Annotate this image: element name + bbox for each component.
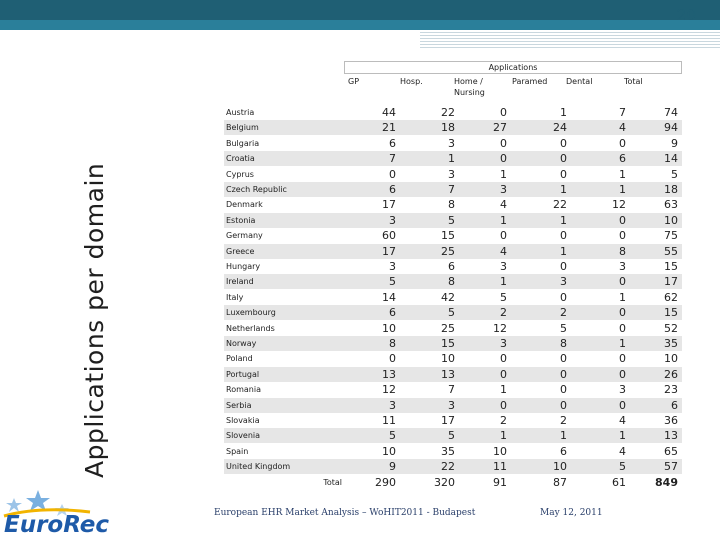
table-cell: 1	[619, 167, 626, 181]
header-stripes	[420, 30, 720, 48]
table-cell: 0	[619, 136, 626, 150]
top-bar	[0, 0, 720, 20]
table-cell: 0	[619, 213, 626, 227]
country-label: Serbia	[226, 400, 252, 410]
table-cell: 6	[560, 444, 567, 458]
applications-header: Applications	[344, 61, 682, 74]
table-cell: 44	[382, 106, 396, 119]
table-cell: 9	[671, 136, 678, 150]
table-cell: 1	[500, 429, 507, 443]
table-cell: 22	[441, 106, 455, 119]
table-cell: 4	[500, 198, 507, 212]
country-label: Austria	[226, 108, 255, 117]
table-cell: 27	[493, 121, 507, 135]
country-label: Hungary	[226, 262, 261, 271]
table-cell: 18	[664, 183, 678, 196]
table-cell: 0	[560, 367, 567, 381]
table-cell: 15	[664, 260, 678, 273]
table-cell: 65	[664, 444, 678, 458]
table-cell: 0	[560, 398, 567, 412]
table-cell: 6	[389, 306, 396, 320]
table-cell: 1	[500, 213, 507, 227]
table-cell: 4	[619, 414, 626, 427]
top-bar-accent	[0, 20, 720, 30]
total-label: Total	[323, 477, 342, 487]
country-label: Belgium	[226, 123, 259, 133]
table-cell: 6	[619, 152, 626, 166]
table-cell: 7	[389, 152, 396, 166]
table-cell: 9	[389, 460, 396, 474]
country-label: United Kingdom	[226, 462, 291, 472]
table-cell: 5	[448, 429, 455, 443]
table-cell: 23	[664, 383, 678, 397]
table-cell: 3	[448, 398, 455, 412]
country-label: Luxembourg	[226, 308, 276, 318]
country-label: Slovenia	[226, 431, 261, 441]
table-cell: 74	[664, 106, 678, 119]
table-cell: 3	[619, 260, 626, 273]
table-cell: 18	[441, 121, 455, 135]
table-cell: 3	[448, 136, 455, 150]
table-cell: 1	[560, 183, 567, 196]
table-cell: 1	[560, 106, 567, 119]
country-label: Spain	[226, 446, 249, 456]
table-cell: 24	[553, 121, 567, 135]
country-label: Ireland	[226, 277, 254, 287]
table-cell: 0	[500, 106, 507, 119]
table-cell: 5	[619, 460, 626, 474]
table-cell: 4	[619, 121, 626, 135]
country-label: Denmark	[226, 200, 263, 210]
column-header: Paramed	[512, 77, 548, 86]
table-cell: 3	[560, 275, 567, 289]
table-cell: 63	[664, 198, 678, 212]
table-cell: 0	[500, 398, 507, 412]
country-label: Bulgaria	[226, 138, 260, 148]
table-cell: 10	[441, 352, 455, 366]
table-cell: 57	[664, 460, 678, 474]
country-label: Netherlands	[226, 323, 275, 333]
table-cell: 4	[500, 244, 507, 258]
table-cell: 6	[448, 260, 455, 273]
table-cell: 1	[500, 167, 507, 181]
table-cell: 5	[389, 429, 396, 443]
country-label: Romania	[226, 385, 261, 395]
table-cell: 0	[560, 136, 567, 150]
country-label: Estonia	[226, 215, 256, 225]
table-cell: 10	[664, 213, 678, 227]
table-cell: 3	[500, 183, 507, 196]
table-cell: 1	[560, 429, 567, 443]
country-label: Portugal	[226, 369, 260, 379]
table-cell: 8	[619, 244, 626, 258]
table-cell: 8	[448, 198, 455, 212]
column-header: Hosp.	[400, 77, 423, 86]
table-cell: 15	[664, 306, 678, 320]
table-cell: 1	[500, 383, 507, 397]
table-cell: 3	[500, 260, 507, 273]
table-cell: 1	[619, 290, 626, 304]
table-cell: 0	[619, 275, 626, 289]
table-cell: 13	[664, 429, 678, 443]
table-cell: 10	[664, 352, 678, 366]
table-cell: 13	[441, 367, 455, 381]
country-label: Cyprus	[226, 169, 254, 179]
table-cell: 35	[664, 337, 678, 350]
table-cell: 6	[671, 398, 678, 412]
table-cell: 36	[664, 414, 678, 427]
table-cell: 1	[448, 152, 455, 166]
table-cell: 3	[619, 383, 626, 397]
table-cell: 8	[389, 337, 396, 350]
table-cell: 1	[560, 244, 567, 258]
country-label: Germany	[226, 231, 263, 241]
total-cell: 290	[375, 475, 396, 489]
table-cell: 0	[619, 367, 626, 381]
table-cell: 0	[560, 167, 567, 181]
table-cell: 17	[382, 244, 396, 258]
table-cell: 5	[448, 306, 455, 320]
table-cell: 7	[448, 383, 455, 397]
table-cell: 2	[560, 414, 567, 427]
table-cell: 22	[553, 198, 567, 212]
table-cell: 0	[389, 352, 396, 366]
column-header: Dental	[566, 77, 593, 86]
table-cell: 75	[664, 229, 678, 243]
table-cell: 35	[441, 444, 455, 458]
table-cell: 1	[619, 183, 626, 196]
table-cell: 7	[619, 106, 626, 119]
table-cell: 6	[389, 183, 396, 196]
footer-event: European EHR Market Analysis – WoHIT2011 - Budapest	[214, 508, 476, 518]
country-label: Czech Republic	[226, 185, 287, 194]
table-cell: 0	[619, 306, 626, 320]
table-cell: 4	[619, 444, 626, 458]
footer-date: May 12, 2011	[540, 508, 603, 518]
table-cell: 25	[441, 321, 455, 335]
table-cell: 3	[389, 213, 396, 227]
table-cell: 3	[389, 398, 396, 412]
table-cell: 14	[382, 290, 396, 304]
slide-title: Applications per domain	[80, 162, 109, 478]
table-cell: 62	[664, 290, 678, 304]
table-cell: 55	[664, 244, 678, 258]
table-cell: 3	[389, 260, 396, 273]
table-cell: 17	[664, 275, 678, 289]
table-cell: 94	[664, 121, 678, 135]
table-cell: 0	[500, 136, 507, 150]
logo-text: EuroRec	[4, 512, 110, 538]
table-cell: 8	[448, 275, 455, 289]
table-cell: 0	[560, 152, 567, 166]
table-cell: 3	[500, 337, 507, 350]
table-cell: 13	[382, 367, 396, 381]
table-cell: 5	[560, 321, 567, 335]
table-cell: 52	[664, 321, 678, 335]
table-cell: 0	[389, 167, 396, 181]
table-cell: 10	[382, 444, 396, 458]
table-cell: 17	[441, 414, 455, 427]
table-cell: 1	[619, 337, 626, 350]
table-cell: 0	[560, 383, 567, 397]
table-cell: 2	[560, 306, 567, 320]
country-label: Croatia	[226, 154, 255, 164]
table-cell: 60	[382, 229, 396, 243]
table-cell: 12	[612, 198, 626, 212]
table-cell: 21	[382, 121, 396, 135]
table-cell: 10	[553, 460, 567, 474]
table-cell: 15	[441, 337, 455, 350]
table-cell: 17	[382, 198, 396, 212]
table-cell: 5	[448, 213, 455, 227]
table-cell: 5	[389, 275, 396, 289]
table-cell: 0	[619, 352, 626, 366]
table-cell: 42	[441, 290, 455, 304]
table-cell: 5	[671, 167, 678, 181]
table-cell: 1	[500, 275, 507, 289]
total-cell: 849	[655, 475, 678, 489]
table-cell: 8	[560, 337, 567, 350]
column-header: GP	[348, 77, 360, 86]
table-cell: 2	[500, 414, 507, 427]
table-cell: 1	[560, 213, 567, 227]
country-label: Poland	[226, 354, 253, 364]
table-cell: 0	[560, 229, 567, 243]
table-cell: 12	[493, 321, 507, 335]
table-cell: 15	[441, 229, 455, 243]
table-cell: 22	[441, 460, 455, 474]
country-label: Italy	[226, 292, 244, 302]
table-cell: 6	[389, 136, 396, 150]
table-cell: 26	[664, 367, 678, 381]
total-cell: 87	[553, 475, 567, 489]
table-cell: 25	[441, 244, 455, 258]
table-cell: 10	[493, 444, 507, 458]
country-label: Norway	[226, 339, 257, 348]
total-cell: 61	[612, 475, 626, 489]
table-cell: 10	[382, 321, 396, 335]
total-cell: 91	[493, 475, 507, 489]
page-number: 20	[676, 6, 696, 24]
column-header: Total	[624, 77, 643, 86]
table-cell: 3	[448, 167, 455, 181]
column-header: Home / Nursing	[454, 77, 485, 97]
table-cell: 0	[500, 367, 507, 381]
table-cell: 5	[500, 290, 507, 304]
table-cell: 2	[500, 306, 507, 320]
table-cell: 7	[448, 183, 455, 196]
table-cell: 0	[500, 229, 507, 243]
table-cell: 0	[560, 352, 567, 366]
table-cell: 0	[619, 229, 626, 243]
table-cell: 12	[382, 383, 396, 397]
table-cell: 0	[500, 152, 507, 166]
table-cell: 0	[619, 321, 626, 335]
table-cell: 0	[500, 352, 507, 366]
table-cell: 11	[382, 414, 396, 427]
country-label: Slovakia	[226, 416, 260, 425]
table-cell: 0	[560, 260, 567, 273]
table-cell: 0	[560, 290, 567, 304]
eurorec-logo	[0, 488, 120, 540]
table-cell: 11	[493, 460, 507, 474]
table-cell: 14	[664, 152, 678, 166]
country-label: Greece	[226, 246, 255, 256]
table-cell: 0	[619, 398, 626, 412]
table-cell: 1	[619, 429, 626, 443]
total-cell: 320	[434, 475, 455, 489]
